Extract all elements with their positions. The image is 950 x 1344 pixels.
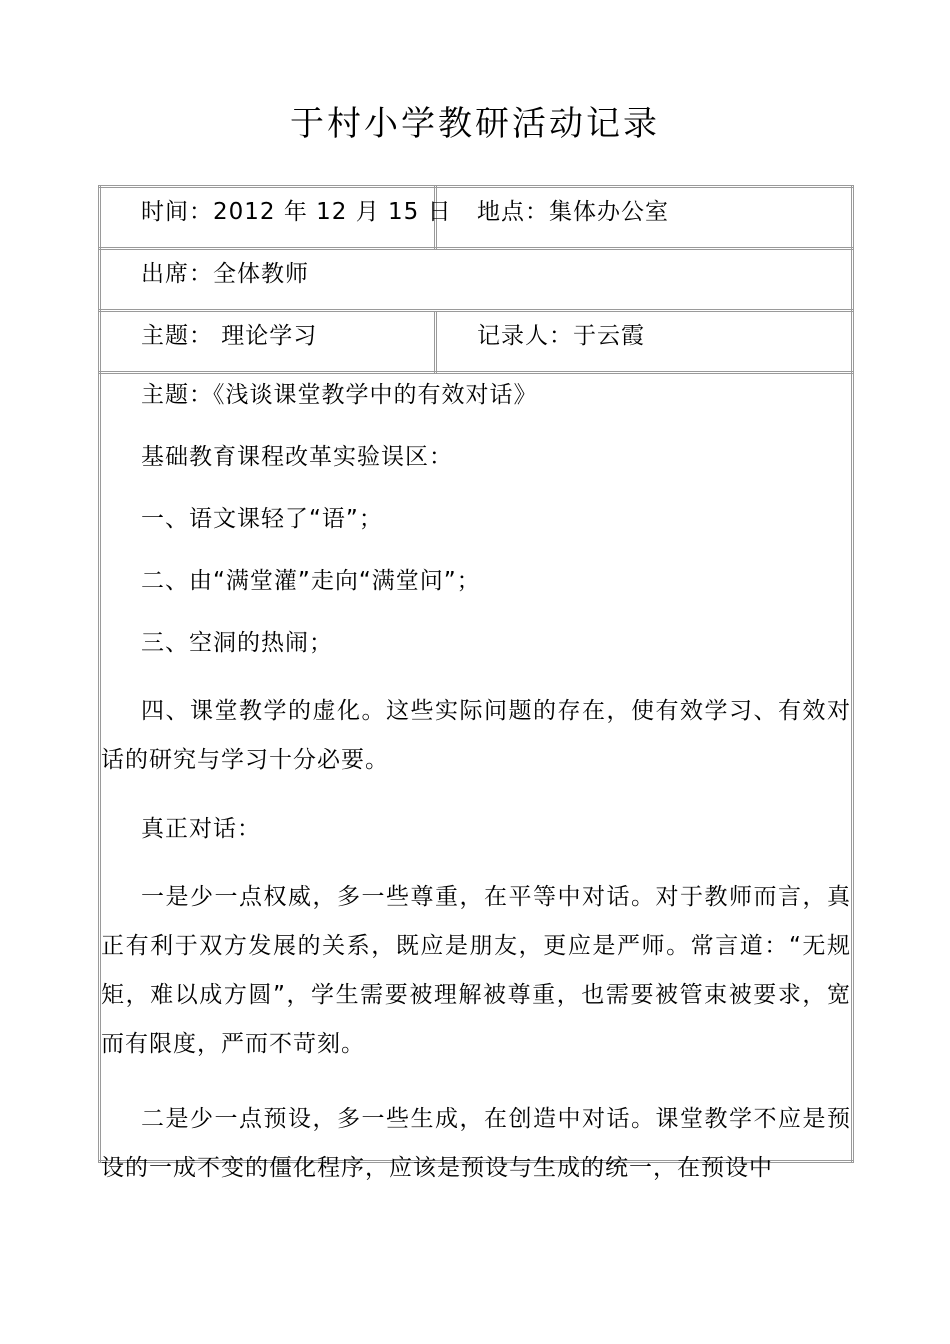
attendees-cell [100, 249, 853, 311]
content-row [100, 373, 853, 1162]
content-paragraph: 二是少一点预设，多一些生成，在创造中对话。课堂教学不应是预设的一成不变的僵化程序，应该是预设与生成的统一，在预设中 [101, 1106, 851, 1181]
activity-record-table [98, 185, 854, 1181]
page-title: 于村小学教研活动记录 [290, 104, 660, 144]
time-location-row [100, 187, 853, 249]
content-paragraph: 真正对话： [141, 816, 261, 842]
location-text: 地点：集体办公室 [477, 199, 669, 225]
recorder-text: 记录人：于云霞 [477, 323, 645, 349]
content-paragraph: 二、由“满堂灌”走向“满堂问”； [141, 568, 481, 594]
attendees-row [100, 249, 853, 311]
attendees-text: 出席：全体教师 [141, 261, 309, 287]
content-cell [100, 373, 853, 1181]
content-paragraph: 四、课堂教学的虚化。这些实际问题的存在，使有效学习、有效对话的研究与学习十分必要。 [101, 698, 851, 773]
topic-cell [100, 311, 436, 373]
content-paragraph: 基础教育课程改革实验误区： [141, 444, 453, 470]
location-cell [436, 187, 853, 249]
content-paragraph: 一、语文课轻了“语”； [141, 506, 383, 532]
content-paragraph: 一是少一点权威，多一些尊重，在平等中对话。对于教师而言，真正有利于双方发展的关系，既应是朋友，更应是严师。常言道：“无规矩，难以成方圆”，学生需要被理解被尊重，也需要被管束被要求，宽而有限度，严而不苛刻。 [101, 884, 851, 1057]
content-paragraph: 主题：《浅谈课堂教学中的有效对话》 [141, 382, 538, 408]
content-paragraph: 三、空洞的热闹； [141, 630, 333, 656]
topic-recorder-row [100, 311, 853, 373]
recorder-cell [436, 311, 853, 373]
time-cell [100, 187, 452, 249]
topic-text: 主题： 理论学习 [141, 323, 318, 349]
content-body [101, 374, 851, 1181]
time-text: 时间：2012 年 12 月 15 日 [141, 199, 452, 225]
